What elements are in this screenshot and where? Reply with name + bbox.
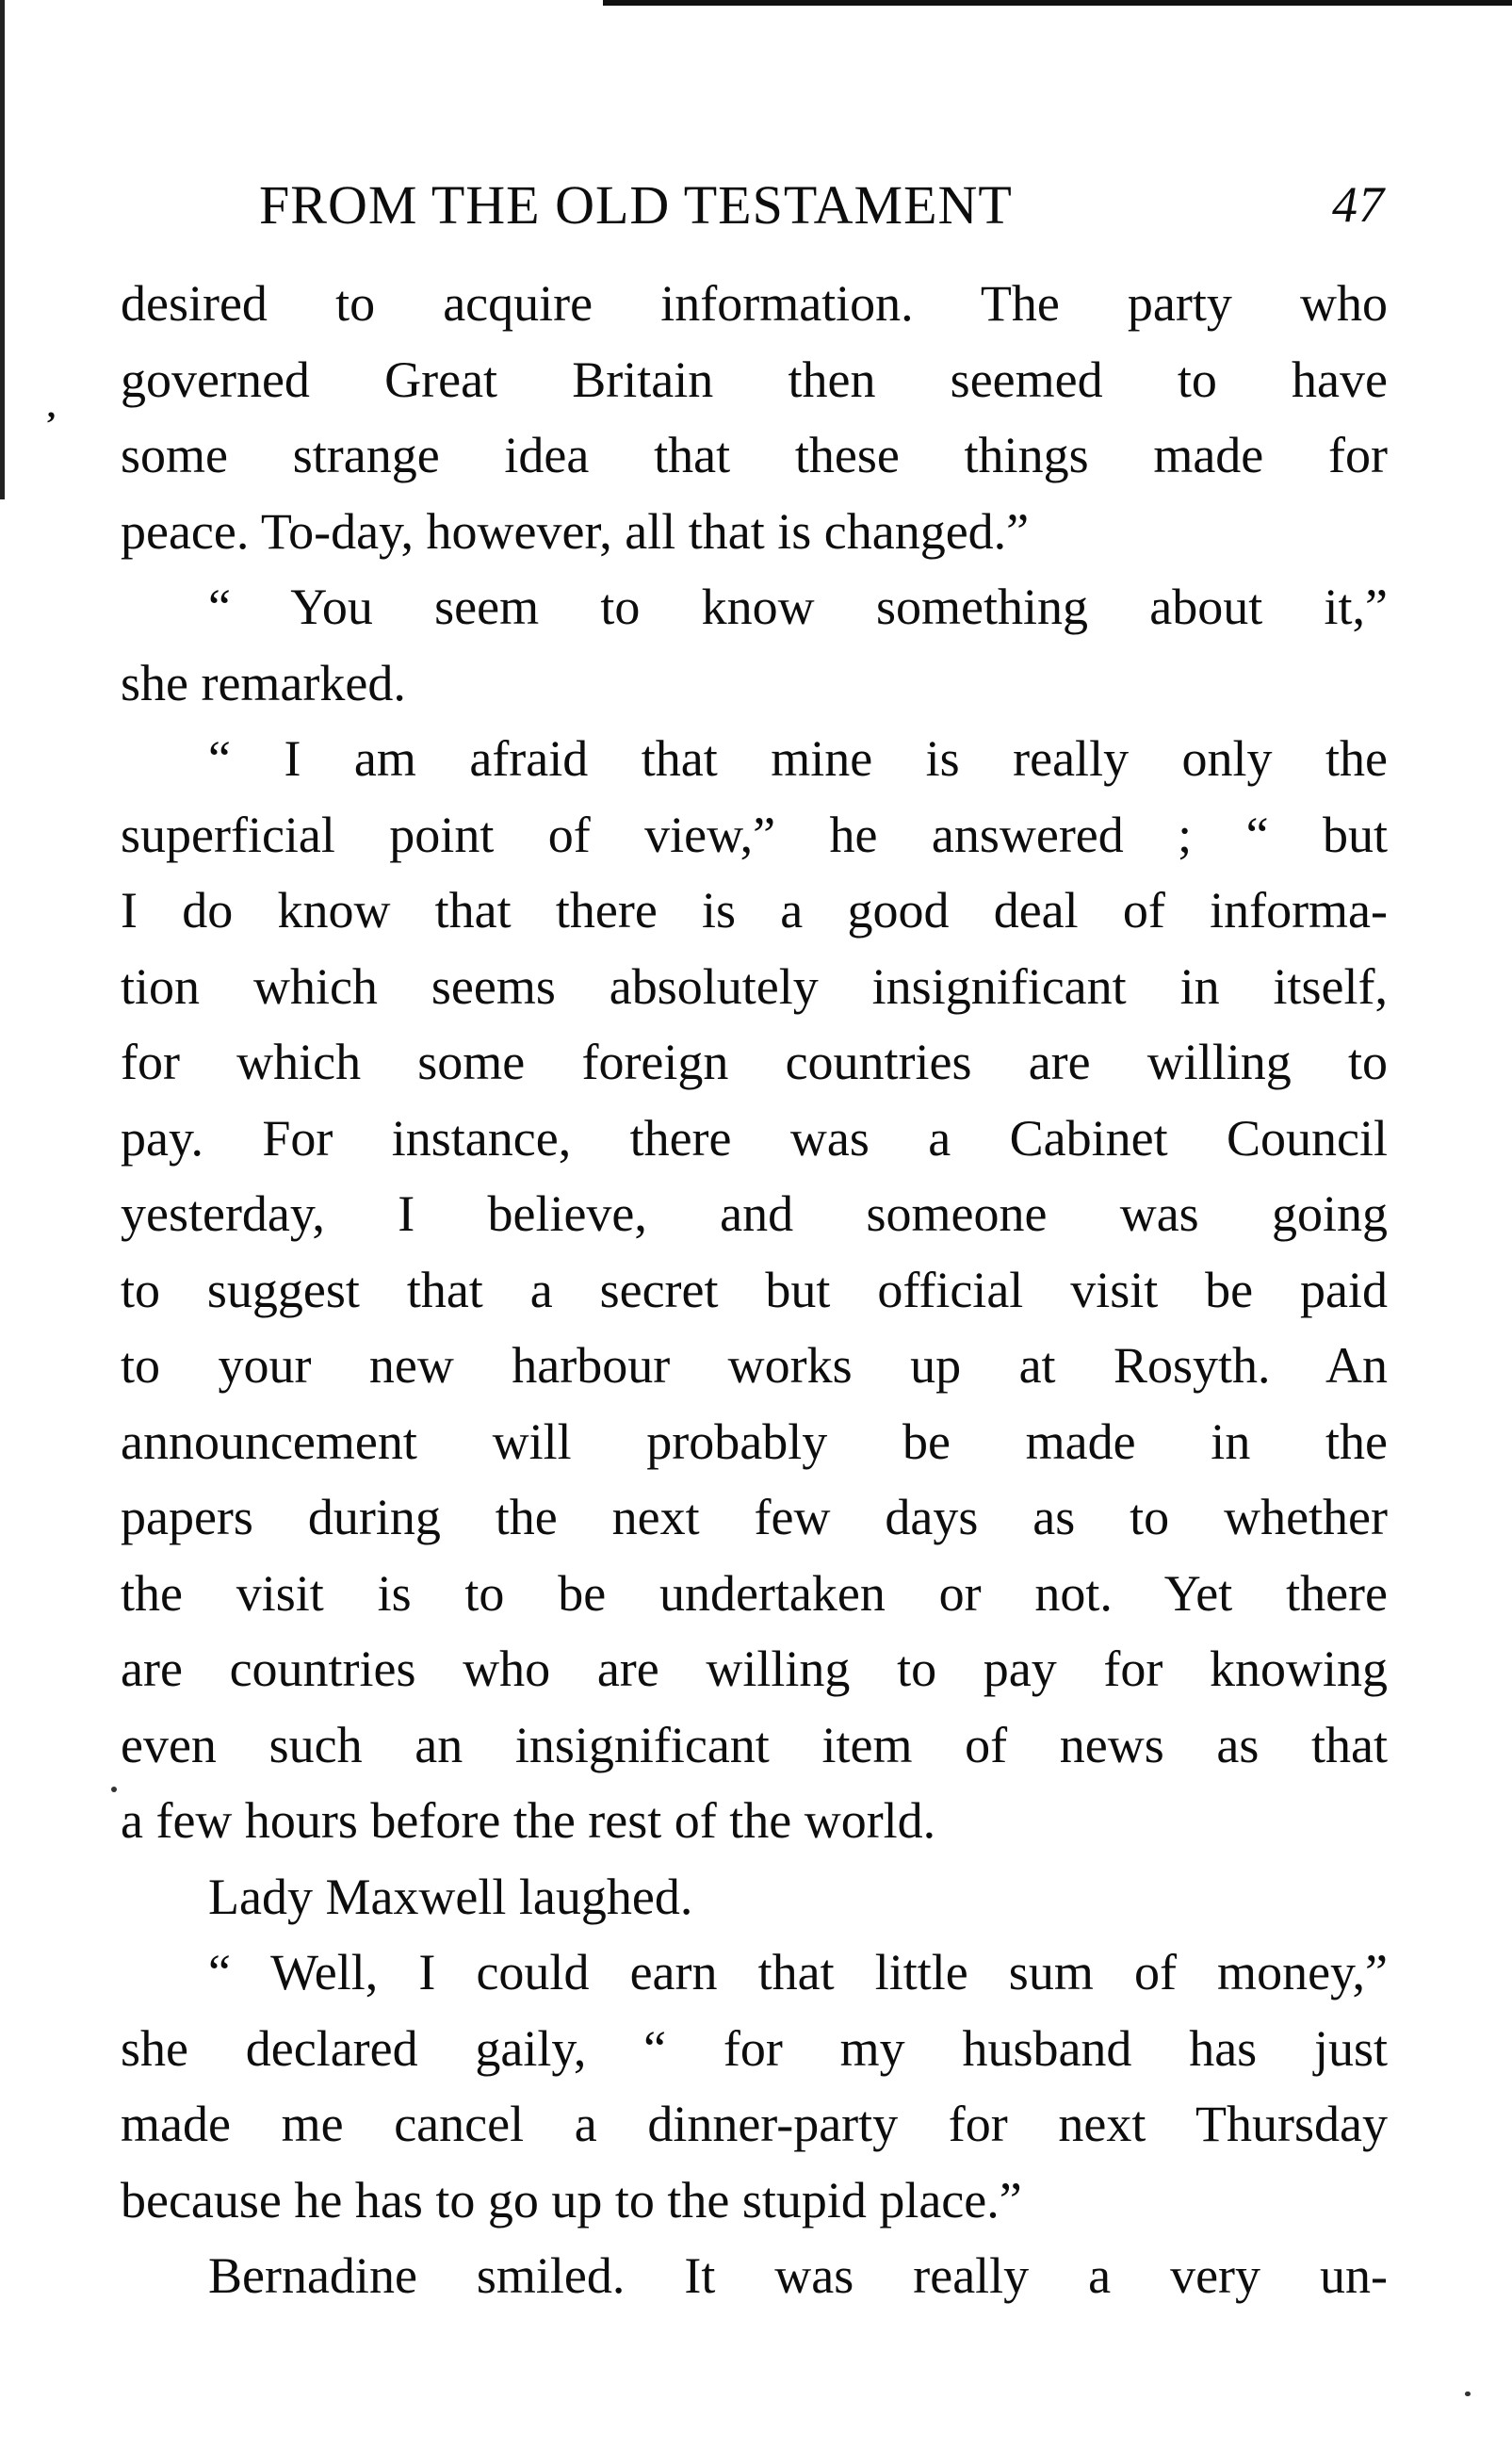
text-line: papers during the next few days as to whether xyxy=(121,1489,1388,1545)
top-border-rule xyxy=(603,0,1512,6)
text-line: a few hours before the rest of the world. xyxy=(121,1792,936,1849)
text-line: are countries who are willing to pay for knowing xyxy=(121,1641,1388,1697)
body-text xyxy=(121,266,1388,2314)
page-number: 47 xyxy=(1332,176,1385,233)
text-line: Lady Maxwell laughed. xyxy=(208,1868,693,1925)
text-line: peace. To-day, however, all that is changed.” xyxy=(121,502,1030,560)
text-line: even such an insignificant item of news as that xyxy=(121,1716,1388,1773)
running-head: FROM THE OLD TESTAMENT xyxy=(259,174,1013,236)
text-line: I do know that there is a good deal of informa- xyxy=(121,882,1388,939)
text-line: yesterday, I believe, and someone was going xyxy=(121,1185,1388,1242)
text-line: because he has to go up to the stupid place.” xyxy=(121,2171,1022,2229)
text-line: the visit is to be undertaken or not. Yet there xyxy=(121,1564,1388,1622)
text-line: governed Great Britain then seemed to have xyxy=(121,351,1388,408)
text-line: Bernadine smiled. It was really a very un- xyxy=(208,2247,1388,2304)
text-line: tion which seems absolutely insignificant in itself, xyxy=(121,957,1388,1015)
text-line: she remarked. xyxy=(121,654,406,711)
text-line: pay. For instance, there was a Cabinet Council xyxy=(121,1109,1388,1167)
bottom-corner-mark xyxy=(1465,2392,1471,2396)
text-line: superficial point of view,” he answered ; “ but xyxy=(121,806,1388,863)
text-line: made me cancel a dinner-party for next Thursday xyxy=(121,2096,1388,2152)
margin-comma-mark: , xyxy=(47,387,56,425)
text-line: “ You seem to know something about it,” xyxy=(208,579,1388,635)
text-line: “ Well, I could earn that little sum of money,” xyxy=(208,1944,1388,2000)
text-line: she declared gaily, “ for my husband has just xyxy=(121,2019,1388,2077)
margin-dot-mark xyxy=(111,1787,117,1792)
text-line: “ I am afraid that mine is really only the xyxy=(208,730,1388,787)
text-line: for which some foreign countries are willing to xyxy=(121,1034,1388,1090)
text-line: desired to acquire information. The party who xyxy=(121,275,1388,332)
text-line: to your new harbour works up at Rosyth. An xyxy=(121,1337,1388,1394)
page-header xyxy=(259,160,1385,245)
text-line: to suggest that a secret but official visit be paid xyxy=(121,1261,1388,1318)
left-page-edge xyxy=(0,0,5,499)
text-line: announcement will probably be made in the xyxy=(121,1412,1388,1470)
text-line: some strange idea that these things made for xyxy=(121,427,1388,483)
